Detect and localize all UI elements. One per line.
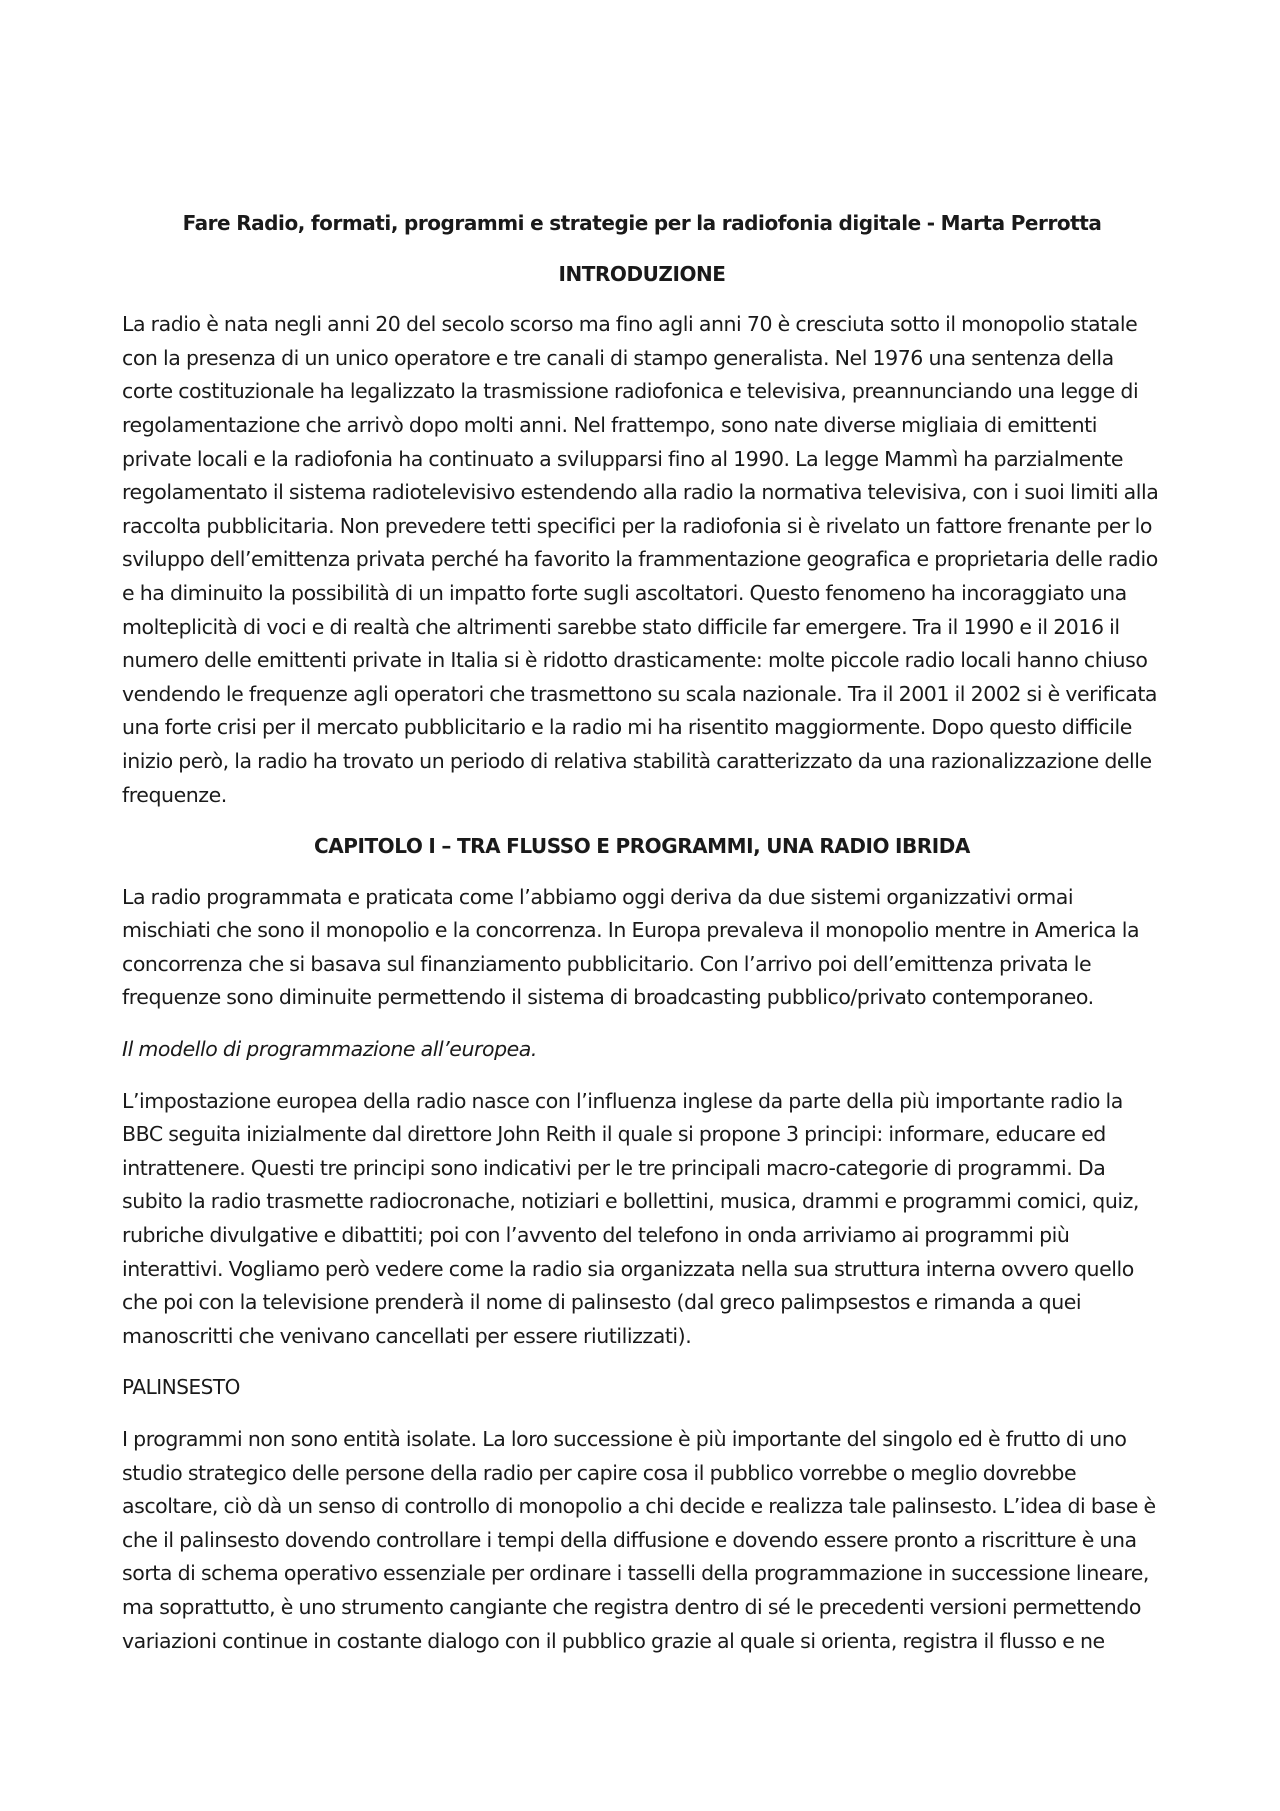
chapter-1-heading: CAPITOLO I – TRA FLUSSO E PROGRAMMI, UNA RADIO IBRIDA: [314, 834, 970, 859]
chapter-1-paragraph: La radio programmata e praticata come l’abbiamo oggi deriva da due sistemi organizzativi ormai mischiati che sono il monopolio e la concorrenza. In Europa prevaleva il monopolio mentre in America la concorrenza che si basava sul finanziamento pubblicitario. Con l’arrivo poi dell’emittenza privata le frequenze sono diminuite permettendo il sistema di broadcasting pubblico/privato contemporaneo.: [122, 884, 1140, 1010]
european-model-heading: Il modello di programmazione all’europea.: [122, 1037, 537, 1062]
intro-paragraph: La radio è nata negli anni 20 del secolo scorso ma fino agli anni 70 è cresciuta sotto il monopolio statale con la presenza di un unico operatore e tre canali di stampo generalista. Nel 1976 una sentenza della corte costituzionale ha legalizzato la trasmissione radiofonica e televisiva, preannunciando una legge di regolamentazione che arrivò dopo molti anni. Nel frattempo, sono nate diverse migliaia di emittenti private locali e la radiofonia ha continuato a svilupparsi fino al 1990. La legge Mammì ha parzialmente regolamentato il sistema radiotelevisivo estendendo alla radio la normativa televisiva, con i suoi limiti alla raccolta pubblicitaria. Non prevedere tetti specifici per la radiofonia si è rivelato un fattore frenante per lo sviluppo dell’emittenza privata perché ha favorito la frammentazione geografica e proprietaria delle radio e ha diminuito la possibilità di un impatto forte sugli ascoltatori. Questo fenomeno ha incoraggiato una molteplicità di voci e di realtà che altrimenti sarebbe stato difficile far emergere. Tra il 1990 e il 2016 il numero delle emittenti private in Italia si è ridotto drasticamente: molte piccole radio locali hanno chiuso vendendo le frequenze agli operatori che trasmettono su scala nazionale. Tra il 2001 il 2002 si è verificata una forte crisi per il mercato pubblicitario e la radio mi ha risentito maggiormente. Dopo questo difficile inizio però, la radio ha trovato un periodo di relativa stabilità caratterizzato da una razionalizzazione delle frequenze.: [122, 312, 1159, 807]
european-model-paragraph: L’impostazione europea della radio nasce con l’influenza inglese da parte della più importante radio la BBC seguita inizialmente dal direttore John Reith il quale si propone 3 principi: informare, educare ed intrattenere. Questi tre principi sono indicativi per le tre principali macro-categorie di programmi. Da subito la radio trasmette radiocronache, notiziari e bollettini, musica, drammi e programmi comici, quiz, rubriche divulgative e dibattiti; poi con l’avvento del telefono in onda arriviamo ai programmi più interattivi. Vogliamo però vedere come la radio sia organizzata nella sua struttura interna ovvero quello che poi con la televisione prenderà il nome di palinsesto (dal greco palimpsestos e rimanda a quei manoscritti che venivano cancellati per essere riutilizzati).: [122, 1088, 1139, 1348]
palinsesto-heading: PALINSESTO: [122, 1375, 240, 1400]
intro-heading: INTRODUZIONE: [558, 261, 726, 286]
document-title: Fare Radio, formati, programmi e strategie per la radiofonia digitale - Marta Perrotta: [182, 211, 1102, 235]
palinsesto-paragraph: I programmi non sono entità isolate. La loro successione è più importante del singolo ed è frutto di uno studio strategico delle persone della radio per capire cosa il pubblico vorrebbe o meglio dovrebbe ascoltare, ciò dà un senso di controllo di monopolio a chi decide e realizza tale palinsesto. L’idea di base è che il palinsesto dovendo controllare i tempi della diffusione e dovendo essere pronto a riscritture è una sorta di schema operativo essenziale per ordinare i tasselli della programmazione in successione lineare, ma soprattutto, è uno strumento cangiante che registra dentro di sé le precedenti versioni permettendo variazioni continue in costante dialogo con il pubblico grazie al quale si orienta, registra il flusso e ne: [122, 1427, 1156, 1653]
document-body: [122, 207, 1162, 1676]
